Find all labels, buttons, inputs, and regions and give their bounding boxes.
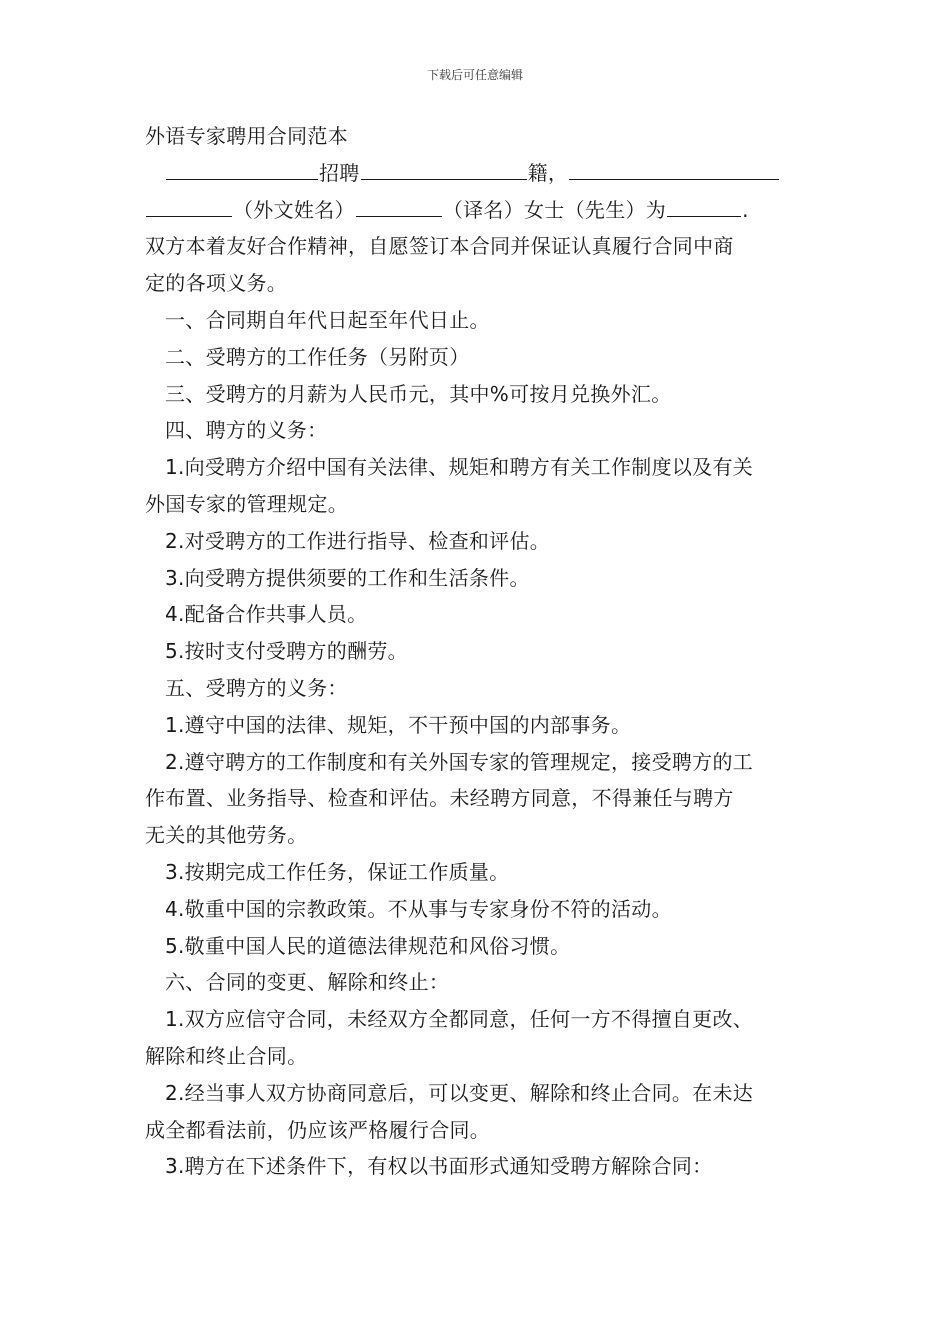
- employer-blank[interactable]: [166, 157, 318, 180]
- clause-1: 一、合同期自年代日起至年代日止。: [165, 307, 490, 332]
- position-blank[interactable]: [667, 194, 741, 217]
- clause-4-2: 2.对受聘方的工作进行指导、检查和评估。: [165, 528, 551, 553]
- intro-line-4: 定的各项义务。: [145, 271, 288, 296]
- clause-4-heading: 四、聘方的义务：: [165, 418, 328, 443]
- name-blank-1[interactable]: [569, 157, 779, 180]
- intro-line-1: [145, 155, 810, 192]
- clause-6-2-line-2: 成全都看法前，仍应该严格履行合同。: [145, 1117, 491, 1142]
- clause-4-1-line-1: 1.向受聘方介绍中国有关法律、规矩和聘方有关工作制度以及有关: [165, 455, 754, 480]
- nationality-blank[interactable]: [361, 157, 527, 180]
- clause-5-heading: 五、受聘方的义务：: [165, 675, 348, 700]
- header-note: 下载后可任意编辑: [426, 68, 523, 82]
- line-end-dot: .: [742, 197, 749, 222]
- foreign-name-label: （外文姓名）: [233, 197, 355, 222]
- clause-4-1-line-2: 外国专家的管理规定。: [145, 491, 348, 516]
- clause-5-2-line-1: 2.遵守聘方的工作制度和有关外国专家的管理规定，接受聘方的工: [165, 749, 754, 774]
- clause-6-2-line-1: 2.经当事人双方协商同意后，可以变更、解除和终止合同。在未达: [165, 1080, 754, 1105]
- clause-6-1-line-1: 1.双方应信守合同，未经双方全都同意，任何一方不得擅自更改、: [165, 1007, 754, 1032]
- clause-6-3: 3.聘方在下述条件下，有权以书面形式通知受聘方解除合同：: [165, 1154, 713, 1179]
- clause-4-4: 4.配备合作共事人员。: [165, 602, 368, 627]
- document-title: 外语专家聘用合同范本: [145, 124, 348, 148]
- translated-name-label: （译名）女士（先生）为: [442, 197, 667, 222]
- clause-5-1: 1.遵守中国的法律、规矩，不干预中国的内部事务。: [165, 712, 632, 737]
- clause-5-2-line-2: 作布置、业务指导、检查和评估。未经聘方同意，不得兼任与聘方: [145, 786, 734, 811]
- nationality-word: 籍，: [527, 160, 569, 185]
- contract-body: [145, 118, 810, 1185]
- clause-5-5: 5.敬重中国人民的道德法律规范和风俗习惯。: [165, 933, 571, 958]
- recruit-word: 招聘: [319, 160, 360, 185]
- intro-line-3: 双方本着友好合作精神，自愿签订本合同并保证认真履行合同中商: [145, 234, 734, 259]
- clause-6-1-line-2: 解除和终止合同。: [145, 1043, 308, 1068]
- foreign-name-blank[interactable]: [146, 194, 232, 217]
- clause-2: 二、受聘方的工作任务（另附页）: [165, 344, 470, 369]
- intro-line-2: [145, 192, 810, 229]
- clause-6-heading: 六、合同的变更、解除和终止：: [165, 970, 450, 995]
- clause-5-4: 4.敬重中国的宗教政策。不从事与专家身份不符的活动。: [165, 896, 672, 921]
- clause-4-5: 5.按时支付受聘方的酬劳。: [165, 639, 408, 664]
- clause-3: 三、受聘方的月薪为人民币元，其中%可按月兑换外汇。: [165, 381, 672, 406]
- clause-5-2-line-3: 无关的其他劳务。: [145, 823, 308, 848]
- clause-4-3: 3.向受聘方提供须要的工作和生活条件。: [165, 565, 530, 590]
- clause-5-3: 3.按期完成工作任务，保证工作质量。: [165, 859, 510, 884]
- translated-name-blank[interactable]: [356, 194, 442, 217]
